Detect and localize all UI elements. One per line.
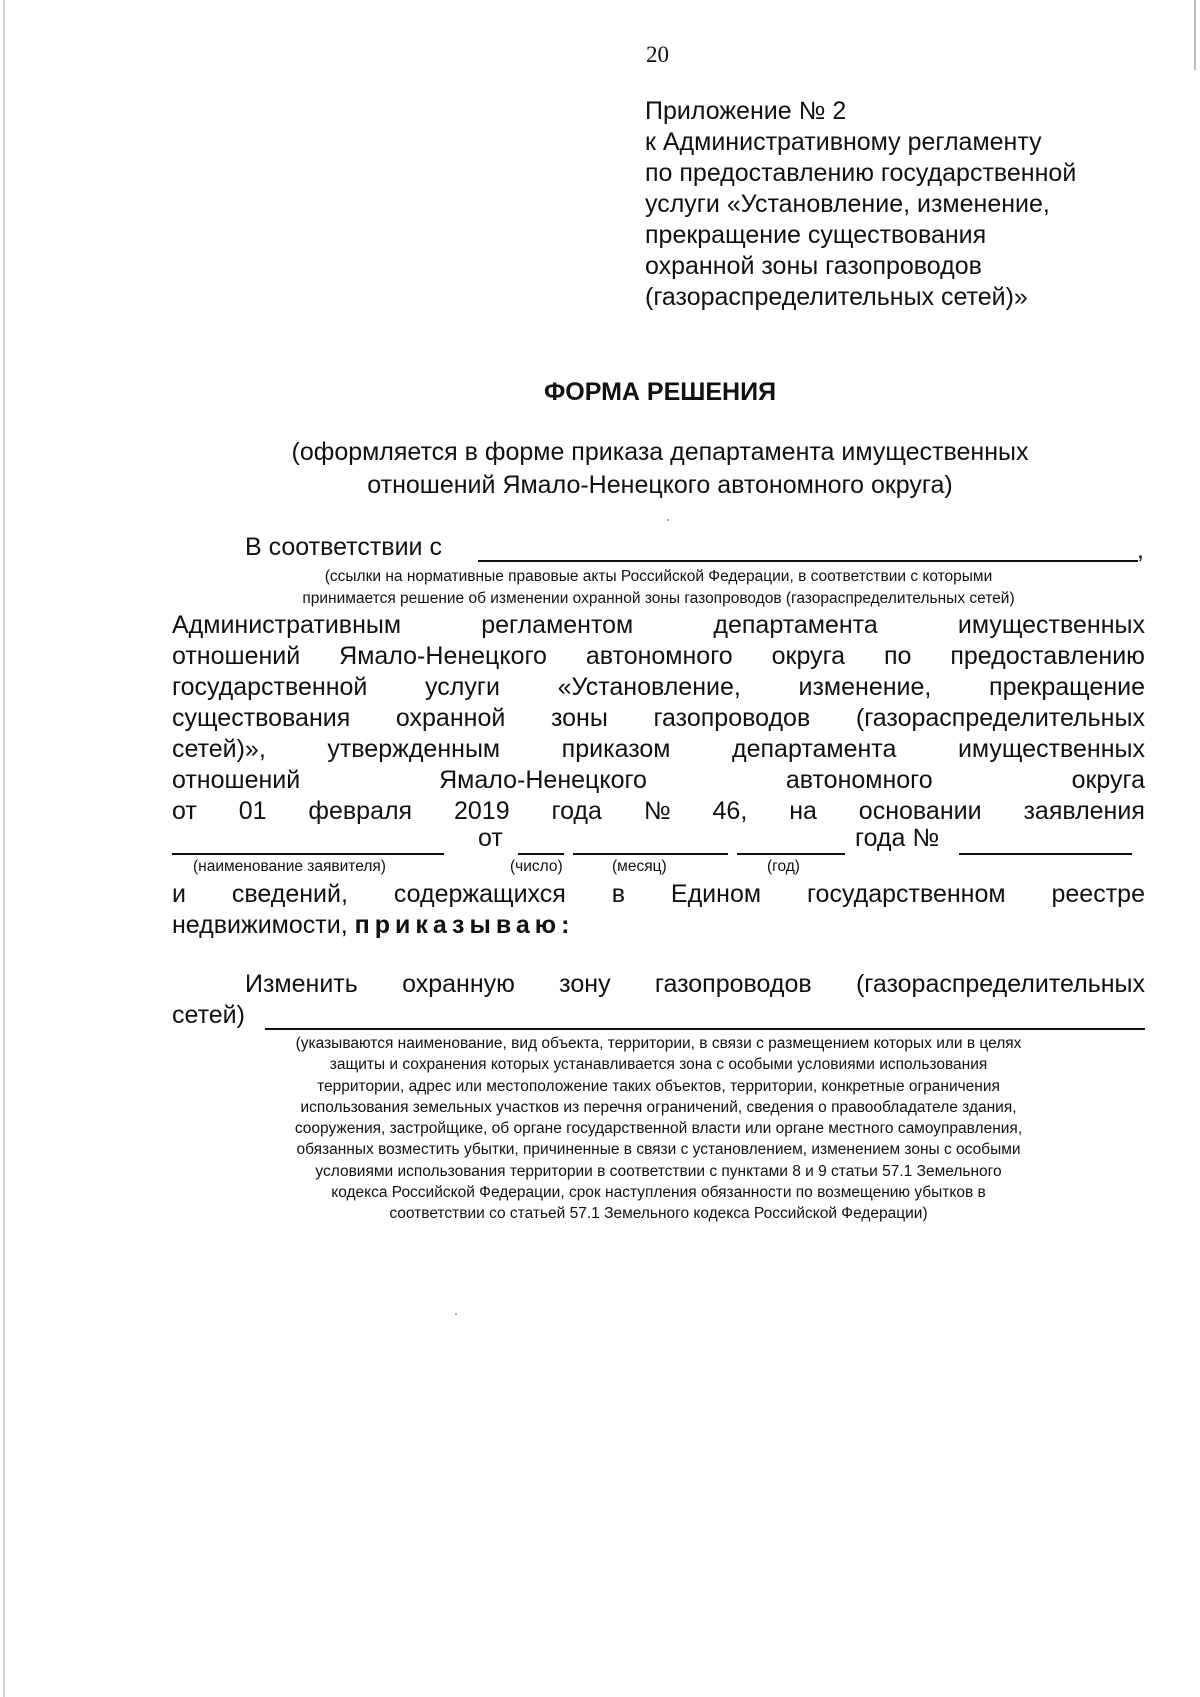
word: 2019 xyxy=(453,797,510,825)
word: газопроводов xyxy=(653,704,811,732)
note-line: сооружения, застройщике, об органе государственной власти или органе местного самоуправления, xyxy=(294,1120,1023,1138)
legal-basis-blank xyxy=(478,560,1138,562)
appendix-line: (газораспределительных сетей)» xyxy=(645,283,1028,311)
note-line: принимается решение об изменении охранной зоны газопроводов (газораспределительных сетей) xyxy=(302,590,1015,607)
note-line: территории, адрес или местоположение таких объектов, территории, конкретные ограничения xyxy=(317,1077,1000,1095)
word: Ямало-Ненецкого xyxy=(439,766,647,794)
order-line xyxy=(172,911,574,940)
word: департамента xyxy=(732,735,897,763)
word: существования xyxy=(172,704,351,732)
word: изменение, xyxy=(798,673,932,701)
registry-end-text: недвижимости, xyxy=(172,911,348,939)
word: государственной xyxy=(172,673,368,701)
application-number-text: года № xyxy=(855,824,940,852)
word: «Установление, xyxy=(557,673,741,701)
label-day: (число) xyxy=(510,858,563,875)
word: департамента xyxy=(713,611,878,639)
word: 01 xyxy=(238,797,267,825)
word: утвержденным xyxy=(327,735,501,763)
action-line xyxy=(245,970,1145,999)
word: газопроводов xyxy=(654,970,812,998)
legal-basis-note xyxy=(172,566,1145,610)
regulation-line xyxy=(172,704,1145,733)
application-day-blank xyxy=(518,853,564,855)
word: и xyxy=(172,880,186,908)
object-description-note xyxy=(172,1033,1145,1225)
label-year: (год) xyxy=(767,858,800,875)
note-line: условиями использования территории в соответствии с пунктами 8 и 9 статьи 57.1 Земельного xyxy=(315,1162,1002,1180)
word: услуги xyxy=(425,673,500,701)
word: прекращение xyxy=(989,673,1145,701)
page-number: 20 xyxy=(646,42,669,67)
word: на xyxy=(789,797,817,825)
note-line: соответствии со статьей 57.1 Земельного кодекса Российской Федерации) xyxy=(389,1205,928,1223)
word: охранную xyxy=(402,970,515,998)
word: в xyxy=(611,880,625,908)
word: от xyxy=(172,797,197,825)
scan-edge-right xyxy=(1194,0,1196,70)
word: сетей)», xyxy=(172,735,266,763)
note-line: кодекса Российской Федерации, срок наступления обязанности по возмещению убытков в xyxy=(331,1184,986,1202)
intro-comma: , xyxy=(1137,536,1144,564)
word: регламентом xyxy=(481,611,634,639)
appendix-line: услуги «Установление, изменение, xyxy=(645,190,1050,218)
word: охранной xyxy=(395,704,506,732)
word: февраля xyxy=(308,797,413,825)
word: по xyxy=(883,642,912,670)
word: реестре xyxy=(1051,880,1145,908)
application-month-blank xyxy=(573,853,728,855)
note-line: (ссылки на нормативные правовые акты Российской Федерации, в соответствии с которыми xyxy=(324,568,993,585)
note-line: (указываются наименование, вид объекта, территории, в связи с размещением которых или в целях xyxy=(295,1035,1022,1052)
word: основании xyxy=(858,797,982,825)
word: сведений, xyxy=(231,880,348,908)
word: года xyxy=(551,797,602,825)
word: приказом xyxy=(561,735,671,763)
word: Административным xyxy=(172,611,402,639)
registry-line xyxy=(172,880,1145,909)
word: зону xyxy=(559,970,611,998)
form-subtitle xyxy=(150,436,1170,502)
label-applicant: (наименование заявителя) xyxy=(193,858,386,875)
subtitle-line: отношений Ямало-Ненецкого автономного округа) xyxy=(367,471,953,499)
word: округа xyxy=(771,642,846,670)
form-title: ФОРМА РЕШЕНИЯ xyxy=(543,378,777,406)
subtitle-line: (оформляется в форме приказа департамента имущественных xyxy=(291,438,1029,466)
word: автономного xyxy=(585,642,733,670)
appendix-line: охранной зоны газопроводов xyxy=(645,252,982,280)
word: зоны xyxy=(550,704,608,732)
order-word: приказываю: xyxy=(354,911,575,939)
appendix-header xyxy=(645,96,1165,313)
application-number-blank xyxy=(959,853,1132,855)
word: Едином xyxy=(670,880,762,908)
word: заявления xyxy=(1023,797,1145,825)
word: отношений xyxy=(172,766,301,794)
word: отношений xyxy=(172,642,301,670)
scan-edge-left xyxy=(3,0,5,1697)
word: (газораспределительных xyxy=(855,970,1145,998)
appendix-line: прекращение существования xyxy=(645,221,987,249)
networks-text: сетей) xyxy=(172,1001,245,1029)
word: государственном xyxy=(806,880,1006,908)
scan-speck xyxy=(667,519,669,521)
regulation-line xyxy=(172,611,1145,640)
appendix-line: Приложение № 2 xyxy=(645,97,847,125)
regulation-line xyxy=(172,735,1145,764)
note-line: защиты и сохранения которых устанавливается зона с особыми условиями использования xyxy=(329,1056,988,1074)
note-line: использования земельных участков из перечня ограничений, сведения о правообладателе здания, xyxy=(300,1098,1017,1116)
scan-speck xyxy=(455,1313,457,1315)
regulation-line xyxy=(172,797,1145,826)
label-month: (месяц) xyxy=(612,858,667,875)
word: предоставлению xyxy=(950,642,1145,670)
appendix-line: к Административному регламенту xyxy=(645,128,1042,156)
word: автономного xyxy=(785,766,933,794)
word: 46, xyxy=(712,797,748,825)
regulation-line xyxy=(172,766,1145,795)
word: имущественных xyxy=(957,611,1145,639)
intro-text: В соответствии с xyxy=(245,533,442,561)
appendix-line: по предоставлению государственной xyxy=(645,159,1077,187)
applicant-name-blank xyxy=(172,853,444,855)
word: округа xyxy=(1071,766,1145,794)
object-description-blank xyxy=(265,1028,1145,1030)
word: Изменить xyxy=(245,970,358,998)
application-from-text: от xyxy=(478,824,503,852)
regulation-line xyxy=(172,642,1145,671)
application-year-blank xyxy=(737,853,845,855)
regulation-line xyxy=(172,673,1145,702)
word: имущественных xyxy=(957,735,1145,763)
word: содержащихся xyxy=(393,880,566,908)
word: № xyxy=(643,797,671,825)
word: (газораспределительных xyxy=(855,704,1145,732)
note-line: обязанных возместить убытки, причиненные в связи с установлением, изменением зоны с особыми xyxy=(296,1141,1021,1159)
word: Ямало-Ненецкого xyxy=(339,642,547,670)
